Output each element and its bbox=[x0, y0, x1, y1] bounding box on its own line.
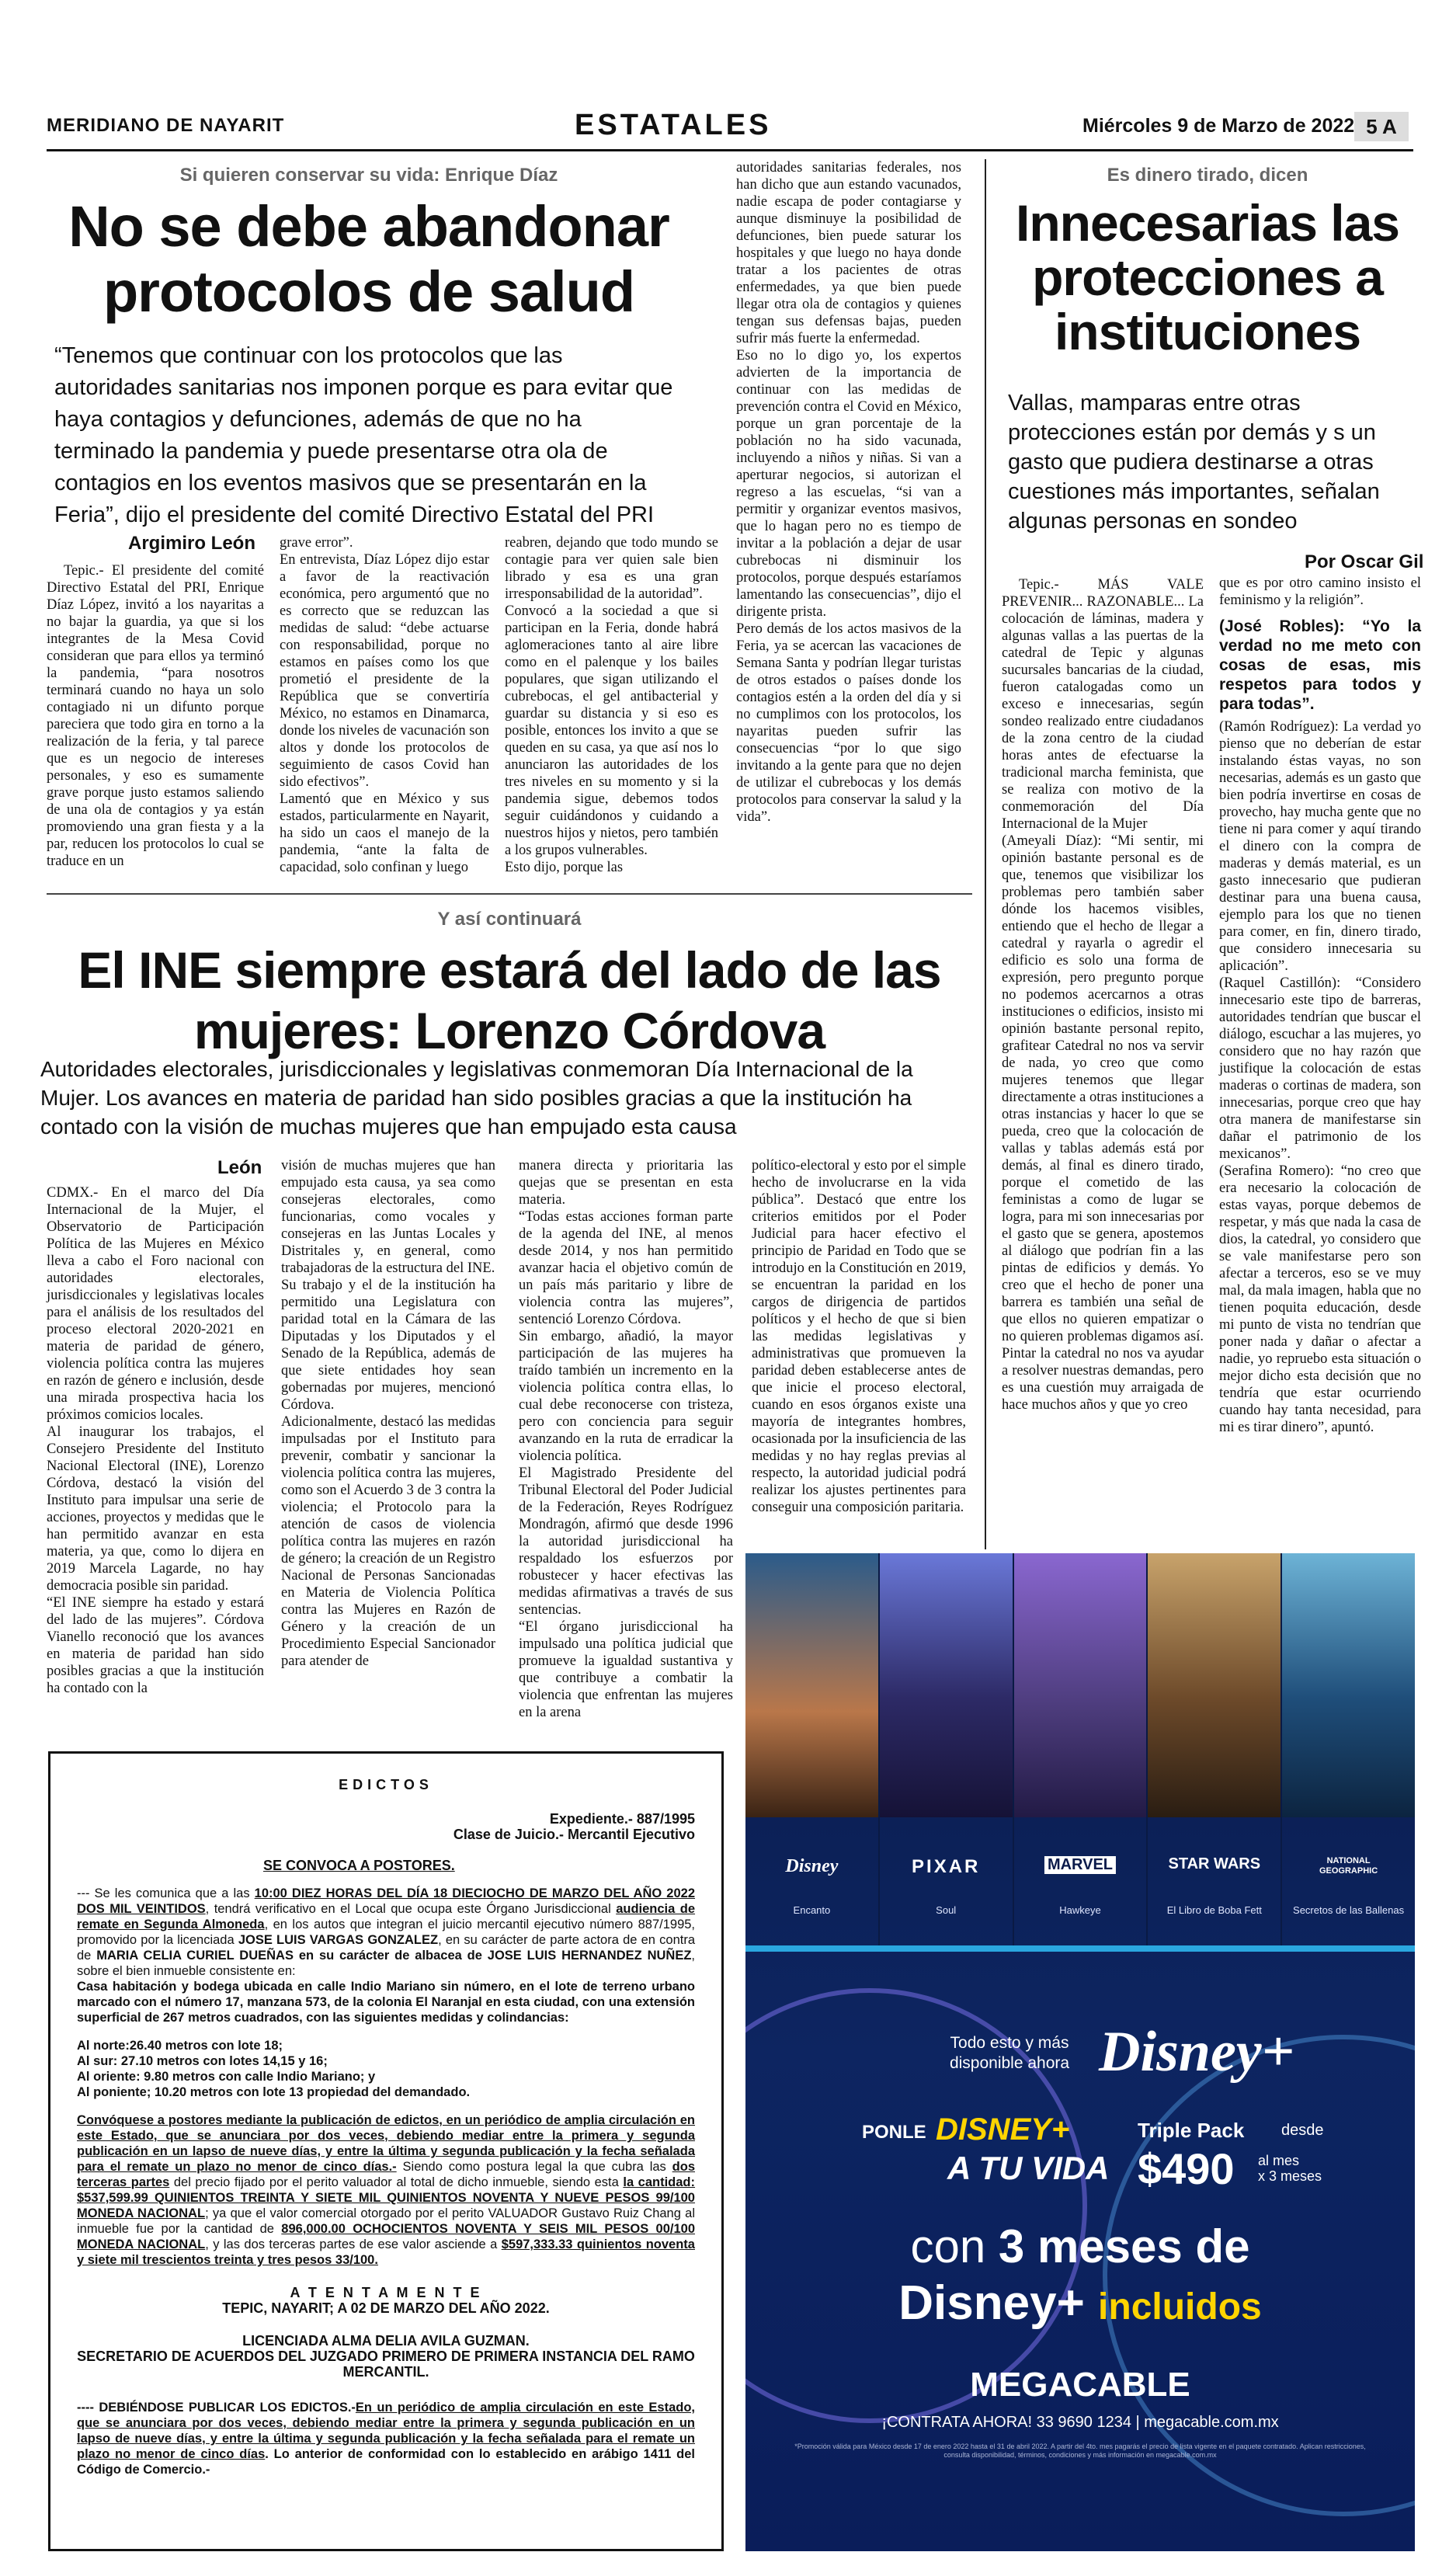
article1-deck: “Tenemos que continuar con los protocolos que las autoridades sanitarias nos imponen porque es para evitar que haya contagios y defunciones, además de que no ha terminado la pandemia y puede presentarse otra ola de contagios en los eventos masivos que se presentarán en la Feria”, dijo el presidente del comité Directivo Estatal del PRI bbox=[54, 343, 673, 527]
ad-price: $490 bbox=[1138, 2144, 1235, 2193]
legal-bid-share: dos terceras partes bbox=[77, 2160, 695, 2189]
hawkeye-artwork bbox=[1014, 1553, 1147, 1817]
closing-salutation: A T E N T A M E N T E bbox=[290, 2285, 482, 2300]
article-divider bbox=[47, 893, 972, 895]
article1-column-4: autoridades sanitarias federales, nos han dicho que aun estando vacunados, nadie escapa de poder contagiarse y aunque disminuye la posibilidad de defunciones, bien puede saturar los hospitales y que luego no haya donde tratar a los pacientes de otras enfermedades, ya que bien puede llegar otra ola de contagios y quienes tengan sus defensas bajas, pueden sufrir más fuerte la enfermedad. Eso no lo digo yo, los expertos advierten de la importancia de continuar con las medidas de prevención contra el Covid en México, porque un gran porcentaje de la población no ha sido vacunada, incluyendo a niños y niñas. Si van a aperturar negocios, si autorizan el regreso a las escuelas, “si van a permitir y organizar eventos masivos, que lo hagan pero no es tiempo de invitar a la población a dejar de usar cubrebocas ni disminuir los protocolos, porque después estaríamos lamentando las consecuencias”, dijo el dirigente prista. Pero demás de los actos masivos de la Feria, ya se acercan las vacaciones de Semana Santa y podrían llegar turistas de otros estados o países donde los contagios estén a la orden del día y si no cumplimos con los protocolos, los nayaritas pueden sufrir las consecuencias “por lo que sigo invitando a la gente para que no dejen de utilizar el cubrebocas y los demás protocolos para conservar la salud y la vida”. bbox=[736, 160, 961, 825]
boba-fett-artwork bbox=[1148, 1553, 1281, 1817]
case-type: Clase de Juicio.- Mercantil Ejecutivo bbox=[453, 1827, 695, 1842]
notice-text: , en los autos que integran el juicio mercantil ejecutivo número 887/1995, promovido por la licenciada bbox=[77, 1918, 696, 1947]
newspaper-name: MERIDIANO DE NAYARIT bbox=[47, 115, 285, 136]
ad-desde: desde bbox=[1281, 2122, 1324, 2139]
encanto-artwork bbox=[745, 1553, 878, 1817]
ad-ponle-text: PONLE bbox=[862, 2122, 926, 2143]
legal-bid-amount: la cantidad: $537,599.99 QUINIENTOS TREINTA Y SIETE MIL QUINIENTOS NOVENTA Y NUEVE PESOS 99/100 MONEDA NACIONAL bbox=[77, 2175, 696, 2220]
article2-column-2: visión de muchas mujeres que han empujado esta causa, ya sea como consejeras electorales, como funcionarias, como vocales y consejeras en las Juntas Locales y Distritales y, en general, como trabajadoras de la estructura del INE. Su trabajo y el de la institución ha permitido una Legislatura con paridad total en la Cámara de las Diputadas y los Diputados y el Senado de la República, además de que siete entidades hoy sean gobernadas por mujeres, mencionó Córdova. Adicionalmente, destacó las medidas impulsadas por el Instituto para prevenir, combatir y sancionar la violencia política contra las mujeres, como son el Acuerdo 3 de 3 contra la violencia; el Protocolo para la atención de casos de violencia política contra las mujeres en razón de género; la creación de un Registro Nacional de Personas Sancionadas en Materia de Violencia Política contra las Mujeres en Razón de Género y la creación de un Procedimiento Especial Sancionador para atender de bbox=[281, 1158, 495, 1669]
tile-caption: Secretos de las Ballenas bbox=[1293, 1904, 1405, 1916]
publication-footer bbox=[77, 2400, 695, 2477]
article3-kicker: Es dinero tirado, dicen bbox=[1107, 165, 1308, 186]
signatory-name: LICENCIADA ALMA DELIA AVILA GUZMAN. bbox=[242, 2333, 530, 2349]
ad-contact-line: ¡CONTRATA AHORA! 33 9690 1234 | megacable.com.mx bbox=[881, 2414, 1279, 2431]
article2-column-3: manera directa y prioritaria las quejas que se presentan en esta materia. “Todas estas acciones forman parte de la agenda del INE, al menos desde 2014, y nos han permitido avanzar hacia el objetivo común de un país más paritario y libre de violencia contra las mujeres”, sentenció Lorenzo Córdova. Sin embargo, añadió, la mayor participación de las mujeres ha traído también un incremento en la violencia política contra ellas, lo cual debe reconocerse con tristeza, pero con conciencia para seguir avanzando en la ruta de erradicar la violencia política. El Magistrado Presidente del Tribunal Electoral del Poder Judicial de la Federación, Reyes Rodríguez Mondragón, afirmó que desde 1996 la autoridad jurisdiccional ha respaldado los esfuerzos por robustecer y hacer efectivas las medidas afirmativas a través de sus sentencias. “El órgano jurisdiccional ha impulsado una política judicial que promueve la igualdad sustantiva y que contribuye a combatir la violencia que enfrentan las mujeres en la arena bbox=[519, 1158, 733, 1720]
ad-disney-plus: Disney+ bbox=[898, 2276, 1085, 2330]
disney-megacable-ad bbox=[745, 1553, 1415, 2551]
publication-terms-footer: En un periódico de amplia circulación en este Estado, que se anunciara por dos veces, debiendo mediar entre la primera y segunda publicación en un lapso de nueve días, y entre la última y segunda publicación y la fecha señalada para el remate un plazo no menor de cinco días bbox=[77, 2401, 695, 2461]
tile-caption: Hawkeye bbox=[1059, 1904, 1101, 1916]
star-wars-logo: STAR WARS bbox=[1168, 1855, 1261, 1872]
auction-type: audiencia de remate en Segunda Almoneda bbox=[77, 1902, 696, 1931]
publication-terms: Convóquese a postores mediante la publicación de edictos, en un periódico de amplia circulación en este Estado, que se anunciara por dos veces, debiendo mediar entre la primera y segunda publicación en un lapso de nueve días, y entre la última y segunda publicación y la fecha señalada para el remate un plazo no menor de cinco días.- bbox=[77, 2113, 695, 2174]
marvel-logo: MARVEL bbox=[1044, 1856, 1116, 1874]
megacable-logo: MEGACABLE bbox=[970, 2366, 1190, 2404]
defendant-name: MARIA CELIA CURIEL DUEÑAS en su carácter de albacea de JOSE LUIS HERNANDEZ NUÑEZ bbox=[96, 1949, 692, 1963]
article1-column-1: Tepic.- El presidente del comité Directivo Estatal del PRI, Enrique Díaz López, invitó a los nayaritas a no bajar la guardia, ya que si los integrantes de la Mesa Covid consideran que para ellos ya terminó la pandemia, “para nosotros terminará cuando no haya un solo contagiado ni un difunto porque pareciera que todo gira en torno a la realización de la feria, y tal parece que es un negocio de intereses personales, y eso es sumamente grave porque justo estamos saliendo de una ola de contagios y ya están promoviendo una gran fiesta y a la par, reducen los protocolos lo cual se traduce en un bbox=[47, 563, 264, 869]
ad-price-period: al mes x 3 meses bbox=[1258, 2153, 1322, 2184]
legal-notice-title: EDICTOS bbox=[339, 1777, 433, 1792]
national-geographic-logo: NATIONAL GEOGRAPHIC bbox=[1319, 1856, 1378, 1876]
article3-headline: Innecesarias las protecciones a instituciones bbox=[1015, 194, 1400, 360]
article1-headline: No se debe abandonar protocolos de salud bbox=[68, 194, 669, 324]
ad-tagline: Todo esto y más disponible ahora bbox=[949, 2034, 1070, 2072]
ad-included: incluidos bbox=[1098, 2286, 1262, 2328]
ad-accent-bar bbox=[745, 1945, 1415, 1952]
article3-column-2-body: (Ramón Rodríguez): La verdad yo pienso que no deberían de estar instalando éstas vayas, no son necesarias, además es un gasto que bien podría invertirse en cosas de provecho, hay mucha gente que no tiene ni para comer y aquí tirando el dinero con la compra de maderas y demás material, es un gasto innecesario que pudieran destinar para una buena causa, ejemplo para los que no tienen para comer, en fin, dinero tirado, que considero innecesaria su aplicación”. (Raquel Castillón): “Considero innecesario este tipo de barreras, autoridades tendrían que buscar el diálogo, escuchar a las mujeres, yo considero que no hay razón que justifique la colocación de estas maderas o cortinas de madera, son innecesarias, porque creo que hay otra manera de manifestarse sin dañar el patrimonio de los mexicanos”. (Serafina Romero): “no creo que era necesario la colocación de estas vayas, porque debemos de respetar, y más que nada la casa de dios, la catedral, yo considero que se vale manifestarse pero son afectar a terceros, eso se ve muy mal, da mala imagen, habla que no tienen poquita educación, desde mi punto de vista no tendrían que poner nada y dañar o afectar a nadie, yo repruebo esta situación o mejor dicho esta decisión que no tendría que estar ocurriendo cuando hay tanta necesidad, para mi es tirar dinero”, apuntó. bbox=[1219, 719, 1421, 1435]
case-number: Expediente.- 887/1995 bbox=[549, 1811, 695, 1827]
call-to-bidders: SE CONVOCA A POSTORES. bbox=[263, 1858, 455, 1873]
page-number: 5 A bbox=[1354, 112, 1409, 141]
notice-text: , y las dos terceras partes de ese valor asciende a bbox=[205, 2237, 502, 2251]
notice-text: Siendo como postura legal la que cubra las bbox=[396, 2160, 672, 2174]
boundary-north: Al norte:26.40 metros con lote 18; bbox=[77, 2039, 283, 2053]
article2-byline: León bbox=[217, 1157, 262, 1178]
notice-text: . Lo anterior de conformidad con lo establecido en arábigo 1411 del Código de Comercio.- bbox=[77, 2447, 695, 2477]
plaintiff-name: JOSE LUIS VARGAS GONZALEZ bbox=[238, 1933, 439, 1947]
notice-text: del precio fijado por el perito valuador al total de dicho inmueble, siendo esta bbox=[169, 2175, 624, 2189]
ad-disney-included bbox=[745, 2276, 1415, 2331]
article3-deck: Vallas, mamparas entre otras protecciones están por demás y s un gasto que pudiera destinarse a otras cuestiones más importantes, señalan algunas personas en sondeo bbox=[1008, 391, 1380, 534]
notice-paragraph-2 bbox=[77, 2112, 695, 2268]
boundary-south: Al sur: 27.10 metros con lotes 14,15 y 16; bbox=[77, 2054, 328, 2068]
ad-a-tu-vida: A TU VIDA bbox=[947, 2150, 1110, 2186]
header-rule bbox=[47, 149, 1413, 151]
article3-pull-quote: (José Robles): “Yo la verdad no me meto con cosas de esas, mis respetos para todos y para todas”. bbox=[1219, 617, 1421, 713]
article2-headline: El INE siempre estará del lado de las mujeres: Lorenzo Córdova bbox=[78, 941, 941, 1059]
tile-caption: Encanto bbox=[793, 1904, 831, 1916]
article1-column-3: reabren, dejando que todo mundo se contagie para ver quien sale bien librado y esa es una gran irresponsabilidad de la autoridad”. Convocó a la sociedad a que si participan en la Feria, donde habrá aglomeraciones tanto al aire libre como en el palenque y los bailes populares, que sigan utilizando el cubrebocas, el gel antibacterial y guardar su distancia y si eso es posible, entonces los invito a que se queden en su casa, ya que así nos lo anunciaron las autoridades de los tres niveles en su momento y si la pandemia sigue, debemos todos seguir cuidándonos y cuidando a nuestros hijos y nietos, pero también a los grupos vulnerables. Esto dijo, porque las bbox=[505, 535, 718, 875]
article1-column-2: grave error”. En entrevista, Díaz López dijo estar a favor de la reactivación económica, pero argumentó que no es correcto que se reduzcan las medidas de salud: “debe actuarse con responsabilidad, porque no estamos en países como los que prometió el presidente de la República que se convertiría México, no estamos en Dinamarca, donde los niveles de vacunación son altos y donde los protocolos de seguimiento de casos Covid han sido efectivos”. Lamentó que en México y sus estados, particularmente en Nayarit, ha sido un caos el manejo de la pandemia, “ante la falta de capacidad, solo confinan y luego bbox=[280, 535, 489, 875]
ad-tile-hawkeye bbox=[1014, 1553, 1148, 1945]
whale-artwork bbox=[1282, 1553, 1415, 1817]
disney-plus-logo: Disney+ bbox=[1099, 2020, 1294, 2084]
notice-text: ; ya que el valor comercial otorgado por el perito VALUADOR Gustavo Ruiz Chang al inmueble fue por la cantidad de bbox=[77, 2206, 695, 2236]
pixar-logo: PIXAR bbox=[912, 1856, 981, 1877]
disney-logo: Disney bbox=[785, 1856, 839, 1876]
boundary-east: Al oriente: 9.80 metros con calle Indio Mariano; y bbox=[77, 2070, 376, 2084]
article2-column-1: CDMX.- En el marco del Día Internacional de la Mujer, el Observatorio de Participación Política de las Mujeres en México lleva a cabo el Foro nacional con autoridades electorales, jurisdiccionales y legislativas locales para el análisis de los resultados del proceso electoral 2020-2021 en materia de paridad de género, violencia política contra las mujeres en razón de género e inclusión, desde una mirada prospectiva hacia los próximos comicios locales. Al inaugurar los trabajos, el Consejero Presidente del Instituto Nacional Electoral (INE), Lorenzo Córdova, destacó la visión del Instituto para impulsar una serie de acciones, proyectos y medidas que le han permitido avanzar en esta materia, ya que, como lo dijera en 2019 Marcela Lagarde, no hay democracia posible sin paridad. “El INE siempre ha estado y estará del lado de las mujeres”. Córdova Vianello reconoció que los avances en materia de paridad han sido posibles gracias a que la institución ha contado con la bbox=[47, 1185, 264, 1696]
notice-text: --- Se les comunica que a las bbox=[77, 1886, 255, 1900]
ad-con: con bbox=[910, 2220, 986, 2272]
article2-kicker: Y así continuará bbox=[437, 909, 582, 930]
ad-disney-plus-slogan: DISNEY+ bbox=[936, 2112, 1070, 2147]
article3-column-2-intro: que es por otro camino insisto el feminismo y la religión”. bbox=[1219, 575, 1421, 608]
boundary-west: Al poniente; 10.20 metros con lote 13 propiedad del demandado. bbox=[77, 2085, 471, 2099]
article1-kicker: Si quieren conservar su vida: Enrique Díaz bbox=[179, 165, 558, 186]
ad-tile-encanto bbox=[745, 1553, 880, 1945]
two-thirds-value: $597,333.33 quinientos noventa y siete mil trescientos treinta y tres pesos 33/100. bbox=[77, 2237, 695, 2267]
notice-paragraph-1 bbox=[77, 1886, 695, 2025]
ad-promo-area bbox=[745, 1988, 1415, 2459]
ad-tile-soul bbox=[880, 1553, 1014, 1945]
place-and-date: TEPIC, NAYARIT; A 02 DE MARZO DEL AÑO 2022. bbox=[222, 2300, 550, 2316]
issue-date: Miércoles 9 de Marzo de 2022 bbox=[1082, 115, 1355, 137]
article3-column-1: Tepic.- MÁS VALE PREVENIR... RAZONABLE... La colocación de láminas, madera y algunas vallas a las puertas de la catedral de Tepic y algunas sucursales bancarias de la ciudad, fueron catalogadas como un exceso e innecesarias, según sondeo realizado entre ciudadanos de la zona centro de la ciudad horas antes de efectuarse la tradicional marcha feminista, que se realiza con motivo de la conmemoración del Día Internacional de la Mujer (Ameyali Díaz): “Mi sentir, mi opinión bastante personal es de que, tenemos que visibilizar los problemas pero también saber dónde los hacemos visibles, entiendo que el hecho de llegar a catedral y rayarla o agredir el edificio es solo una forma de expresión, pero pregunto porque no podemos acercarnos a otras instituciones o edificios, insisto mi opinión bastante personal repito, grafitear Catedral no nos va servir de nada, yo creo que como mujeres tenemos que llegar directamente a otras instituciones a otras instancias y hacer lo que se pueda, creo que la colocación de vallas y tablas además está por demás, al final es dinero tirado, porque el cometido de las feministas a como de lugar se logra, para mi son innecesarias por el gasto que se genera, apostemos al diálogo que podrían fin a las pintas de edificios y demás. Yo creo que el hecho de poner una barrera es también una señal de que ellos no quieren empatizar o no quieren problemas digamos así. Pintar la catedral no nos va ayudar a resolver nuestras demandas, pero es una cuestión muy arraigada de hace muchos años y que yo creo bbox=[1002, 577, 1204, 1413]
article3-column-2 bbox=[1219, 575, 1421, 1436]
appraisal-value: 896,000.00 OCHOCIENTOS NOVENTA Y SEIS MIL PESOS 00/100 MONEDA NACIONAL bbox=[77, 2222, 695, 2251]
ad-triple-pack: Triple Pack bbox=[1138, 2119, 1245, 2142]
property-boundaries bbox=[77, 2038, 695, 2100]
soul-artwork bbox=[880, 1553, 1013, 1817]
notice-text: , sobre el bien inmueble consistente en: bbox=[77, 1949, 696, 1978]
tile-caption: Soul bbox=[936, 1904, 957, 1916]
ad-offer-line bbox=[745, 2220, 1415, 2273]
auction-date: 10:00 DIEZ HORAS DEL DÍA 18 DIECIOCHO DE MARZO DEL AÑO 2022 DOS MIL VEINTIDOS bbox=[77, 1886, 695, 1916]
legal-notice-box bbox=[48, 1751, 724, 2551]
article3-byline: Por Oscar Gil bbox=[1305, 551, 1424, 572]
article2-column-4: político-electoral y esto por el simple hecho de involucrarse en la vida pública”. Destacó que entre los criterios emitidos por el Poder Judicial para hacer efectivo el principio de Paridad en Todo que se introdujo en la Constitución en 2019, se encuentran la paridad en los cargos de dirigencia de partidos políticos y el hecho de que si bien las medidas legislativas y administrativas que promueven la paridad deben establecerse antes de que inicie el proceso electoral, cuando en esos órganos existe una mayoría de integrantes hombres, ocasionada por la insuficiencia de las medidas y no hay reglas previas al respecto, la autoridad judicial podrá realizar los ajustes pertinentes para conseguir una composición paritaria. bbox=[752, 1158, 966, 1515]
section-title: ESTATALES bbox=[575, 109, 772, 141]
tile-caption: El Libro de Boba Fett bbox=[1166, 1904, 1262, 1916]
ad-tile-ballenas bbox=[1282, 1553, 1415, 1945]
ad-fine-print: *Promoción válida para México desde 17 de enero 2022 hasta el 31 de abril 2022. A partir del 4to. mes pagarás el precio de lista vigente en el paquete contratado. Aplican restricciones, consulta disponibilidad, términos, condiciones y más información en megacable.com.mx bbox=[794, 2443, 1366, 2459]
ad-title-tiles bbox=[745, 1553, 1415, 1945]
ad-three-months: 3 meses de bbox=[998, 2220, 1250, 2272]
notice-text: , tendrá verificativo en el Local que ocupa este Órgano Jurisdiccional bbox=[205, 1902, 617, 1916]
article1-byline: Argimiro León bbox=[128, 533, 256, 554]
notice-text: , en su carácter de parte actora de en contra de bbox=[77, 1933, 695, 1963]
column-divider bbox=[985, 159, 986, 1549]
notice-text: ---- DEBIÉNDOSE PUBLICAR LOS EDICTOS.- bbox=[77, 2401, 356, 2415]
signatory-title: SECRETARIO DE ACUERDOS DEL JUZGADO PRIMERO DE PRIMERA INSTANCIA DEL RAMO MERCANTIL. bbox=[77, 2349, 695, 2380]
ad-tile-boba-fett bbox=[1148, 1553, 1282, 1945]
property-description: Casa habitación y bodega ubicada en calle Indio Mariano sin número, en el lote de terreno urbano marcado con el número 17, manzana 573, de la colonia El Naranjal en esta ciudad, con una extensión superficial de 267 metros cuadrados, con las siguientes medidas y colindancias: bbox=[77, 1980, 695, 2025]
article2-deck: Autoridades electorales, jurisdiccionales y legislativas conmemoran Día Internacional de la Mujer. Los avances en materia de paridad han sido posibles gracias a que la institución ha contado con la visión de muchas mujeres que han empujado esta causa bbox=[40, 1057, 913, 1139]
